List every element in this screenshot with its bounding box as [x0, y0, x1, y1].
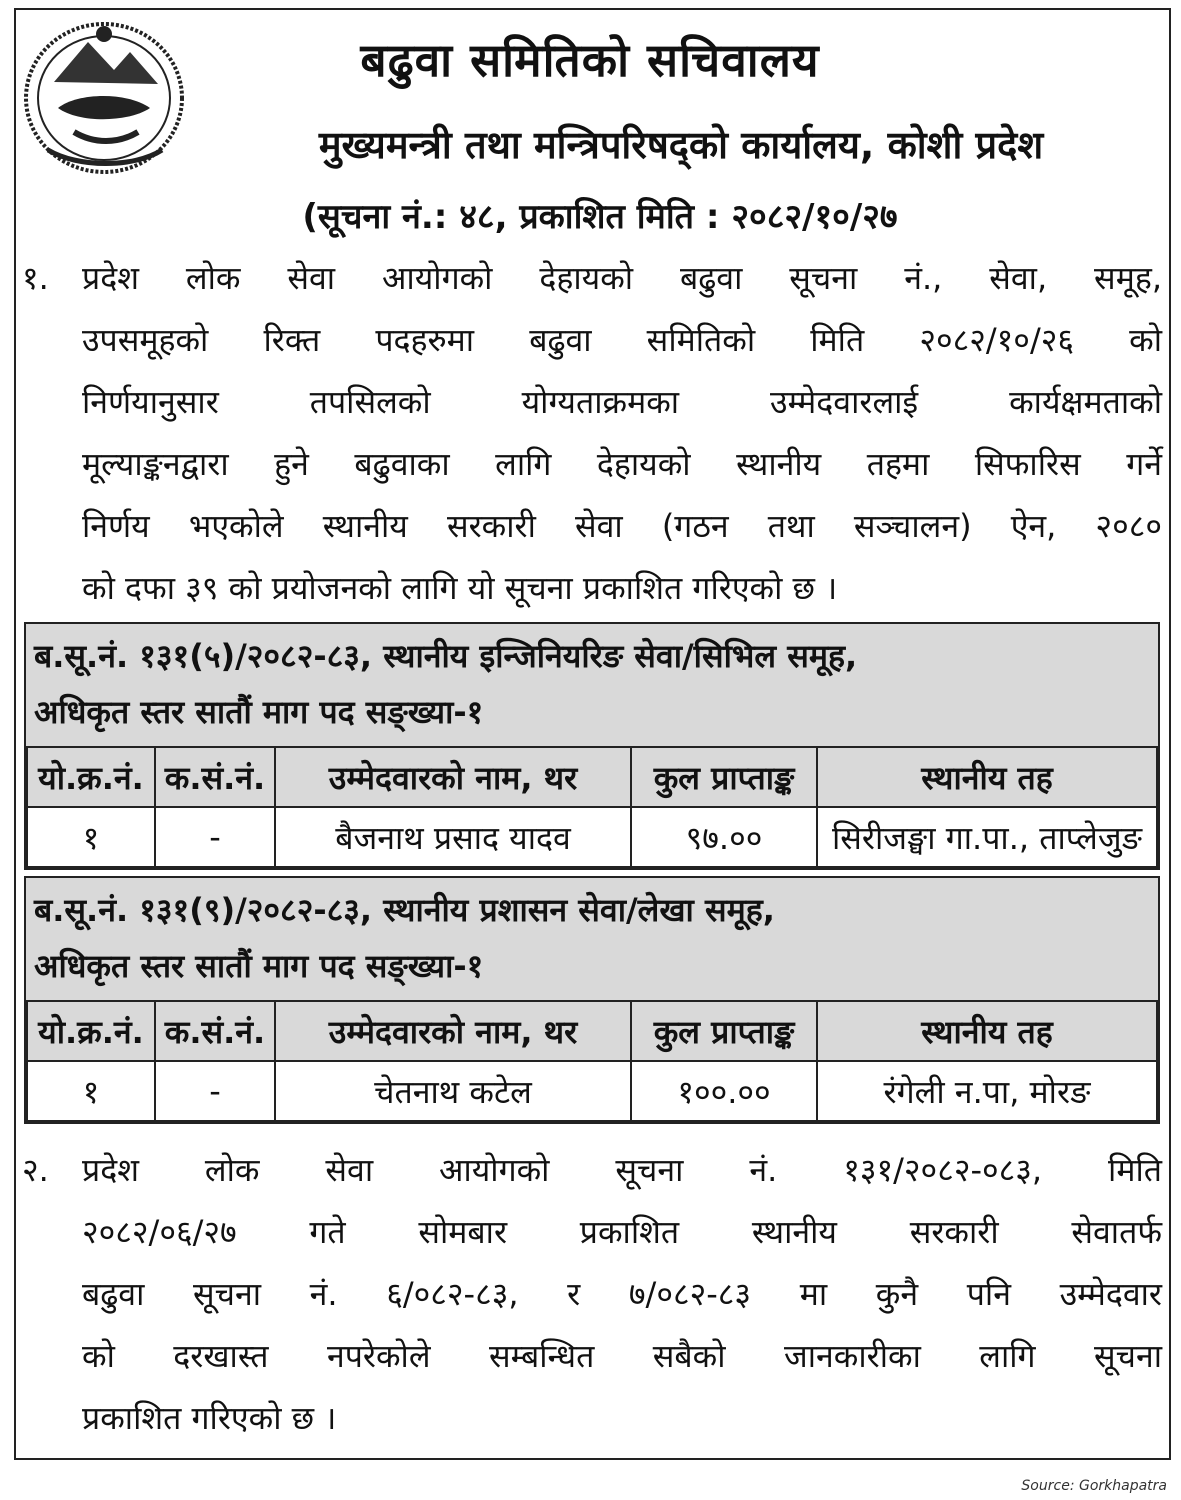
column-header: स्थानीय तह	[817, 1001, 1157, 1061]
column-header: कुल प्राप्ताङ्क	[631, 747, 817, 807]
column-header: क.सं.नं.	[155, 1001, 275, 1061]
paragraph-line: उपसमूहको रिक्त पदहरुमा बढुवा समितिको मिति २०८२/१०/२६ को	[82, 321, 1162, 359]
page-title: बढुवा समितिको सचिवालय	[360, 33, 820, 87]
table-header-row	[27, 747, 1157, 807]
paragraph-line: निर्णयानुसार तपसिलको योग्यताक्रमका उम्मेदवारलाई कार्यक्षमताको	[82, 383, 1162, 421]
column-header: कुल प्राप्ताङ्क	[631, 1001, 817, 1061]
table-cell: १	[27, 807, 155, 867]
promotion-block-2	[24, 876, 1160, 1124]
table-row	[27, 1061, 1157, 1121]
paragraph-line: को दरखास्त नपरेकोले सम्बन्धित सबैको जानकारीका लागि सूचना	[82, 1337, 1162, 1375]
block-heading-line: ब.सू.नं. १३१(९)/२०८२-८३, स्थानीय प्रशासन सेवा/लेखा समूह,	[34, 891, 775, 929]
paragraph-line: प्रदेश लोक सेवा आयोगको देहायको बढुवा सूचना नं., सेवा, समूह,	[82, 259, 1162, 297]
paragraph-line: निर्णय भएकोले स्थानीय सरकारी सेवा (गठन तथा सञ्चालन) ऐन, २०८०	[82, 507, 1162, 545]
table-cell: १	[27, 1061, 155, 1121]
table-cell: ९७.००	[631, 807, 817, 867]
block-heading-line: ब.सू.नं. १३१(५)/२०८२-८३, स्थानीय इन्जिनियरिङ सेवा/सिभिल समूह,	[34, 637, 858, 675]
block-heading-line: अधिकृत स्तर सातौं माग पद सङ्ख्या-१	[34, 947, 484, 985]
nepal-government-emblem-icon	[18, 12, 190, 180]
column-header: यो.क्र.नं.	[27, 1001, 155, 1061]
block-heading	[26, 878, 1158, 1000]
notice-number-date: (सूचना नं.: ४८, प्रकाशित मिति : २०८२/१०/२७	[302, 197, 898, 237]
table-cell: १००.००	[631, 1061, 817, 1121]
paragraph-line: प्रकाशित गरिएको छ ।	[82, 1399, 337, 1437]
column-header: क.सं.नं.	[155, 747, 275, 807]
table-cell: चेतनाथ कटेल	[275, 1061, 631, 1121]
office-subtitle: मुख्यमन्त्री तथा मन्त्रिपरिषद्को कार्यालय, कोशी प्रदेश	[318, 123, 1044, 167]
column-header: स्थानीय तह	[817, 747, 1157, 807]
table-cell: रंगेली न.पा, मोरङ	[817, 1061, 1157, 1121]
column-header: यो.क्र.नं.	[27, 747, 155, 807]
paragraph-line: २०८२/०६/२७ गते सोमबार प्रकाशित स्थानीय सरकारी सेवातर्फ	[82, 1213, 1162, 1251]
table-cell: बैजनाथ प्रसाद यादव	[275, 807, 631, 867]
block-heading-line: अधिकृत स्तर सातौं माग पद सङ्ख्या-१	[34, 693, 484, 731]
paragraph-line: बढुवा सूचना नं. ६/०८२-८३, र ७/०८२-८३ मा कुनै पनि उम्मेदवार	[82, 1275, 1162, 1313]
paragraph-line: मूल्याङ्कनद्वारा हुने बढुवाका लागि देहायको स्थानीय तहमा सिफारिस गर्ने	[82, 445, 1162, 483]
column-header: उम्मेदवारको नाम, थर	[275, 1001, 631, 1061]
paragraph-number: २.	[22, 1151, 49, 1189]
table-cell: सिरीजङ्घा गा.पा., ताप्लेजुङ	[817, 807, 1157, 867]
block-heading	[26, 624, 1158, 746]
table-cell: -	[155, 807, 275, 867]
column-header: उम्मेदवारको नाम, थर	[275, 747, 631, 807]
promotion-block-1	[24, 622, 1160, 870]
paragraph-number: १.	[22, 259, 49, 297]
source-credit: Source: Gorkhapatra	[1021, 1478, 1167, 1494]
table-cell: -	[155, 1061, 275, 1121]
result-table	[26, 746, 1158, 868]
paragraph-line: को दफा ३९ को प्रयोजनको लागि यो सूचना प्रकाशित गरिएको छ ।	[82, 569, 838, 607]
table-header-row	[27, 1001, 1157, 1061]
paragraph-line: प्रदेश लोक सेवा आयोगको सूचना नं. १३१/२०८२-०८३, मिति	[82, 1151, 1162, 1189]
table-row	[27, 807, 1157, 867]
result-table	[26, 1000, 1158, 1122]
